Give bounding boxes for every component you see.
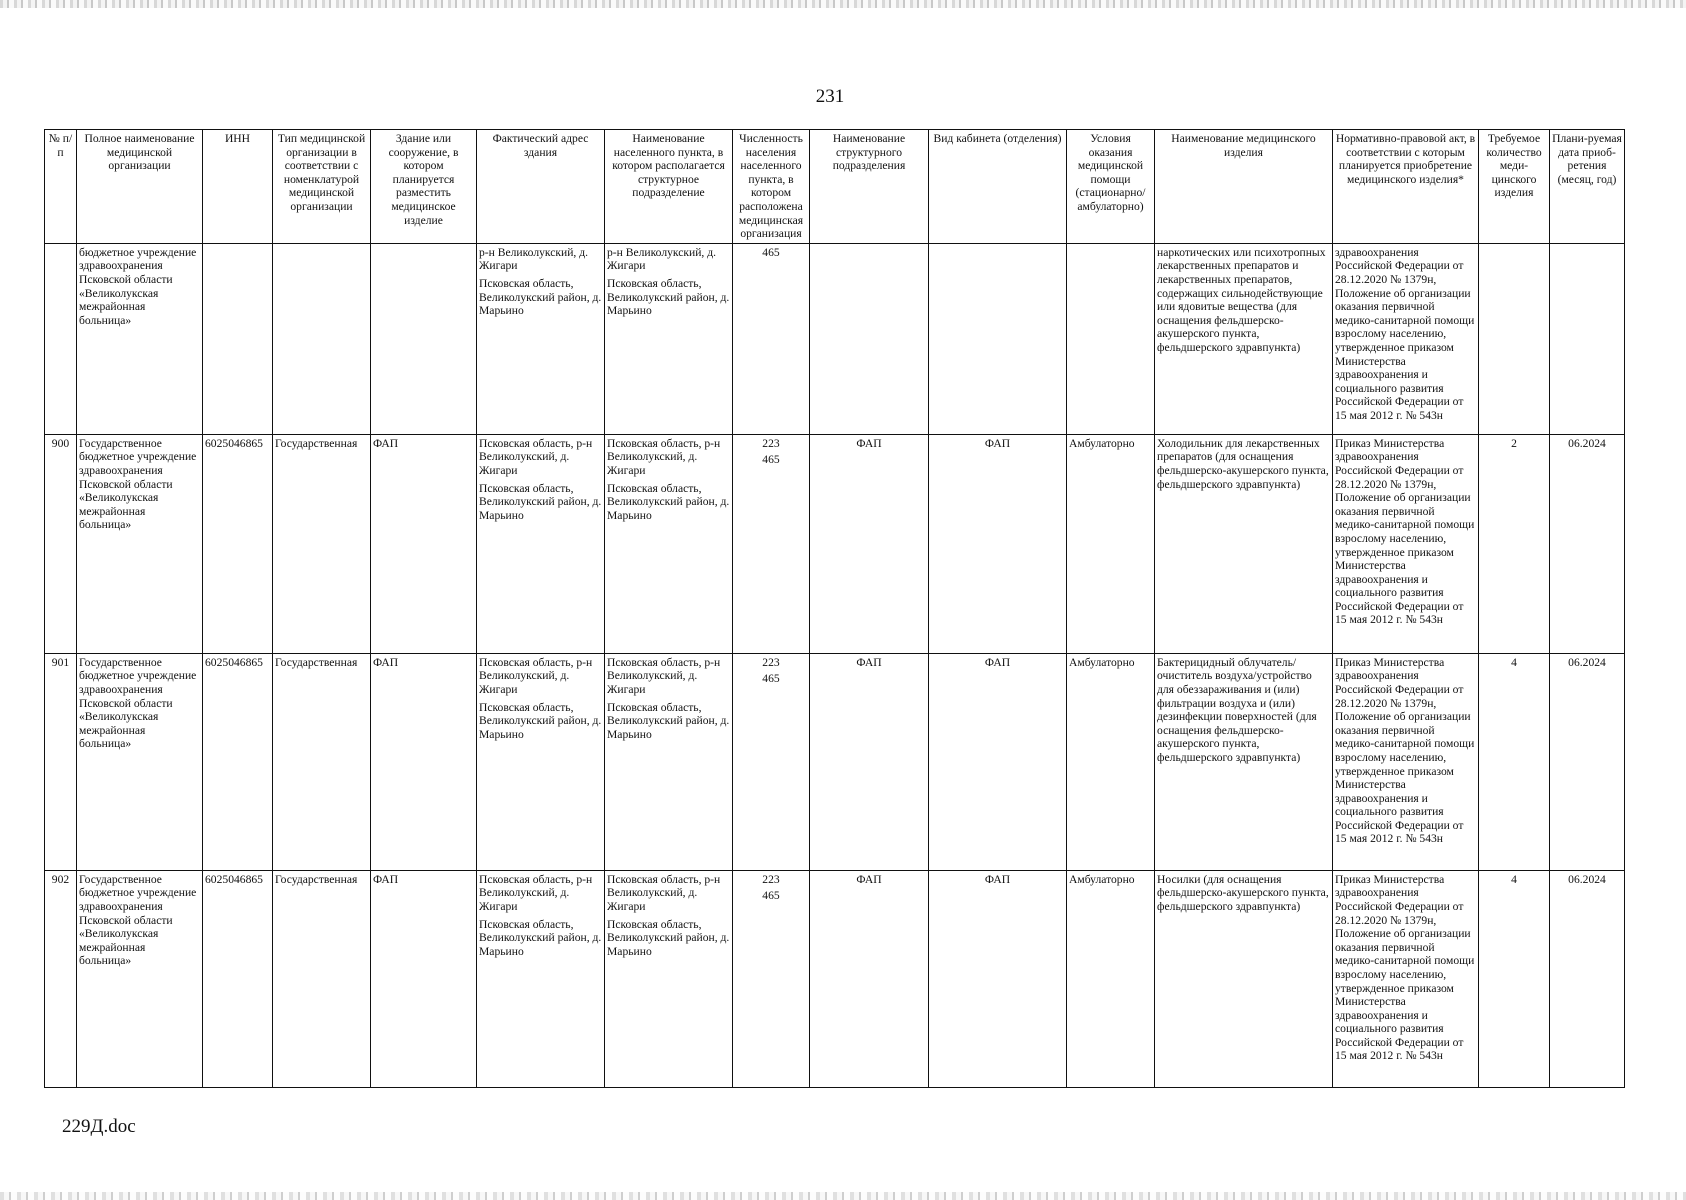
page-number: 231 <box>815 86 845 107</box>
cell-inn: 6025046865 <box>203 653 273 870</box>
address-line-1: р-н Великолукский, д. Жигари <box>479 245 589 273</box>
scan-edge-top <box>0 0 1686 8</box>
cell-num: 901 <box>45 653 77 870</box>
column-header-settlement: Наименование населенного пункта, в котором располагается структурное подразделение <box>605 130 733 244</box>
cell-conditions <box>1067 243 1155 434</box>
population-value: 465 <box>762 672 780 686</box>
population-value: 223 <box>762 436 780 450</box>
cell-type: Государственная <box>273 434 371 653</box>
column-header-act: Нормативно-правовой акт, в соответствии с которым планируется приобретение медицинского изделия* <box>1333 130 1479 244</box>
population-value: 223 <box>762 655 780 669</box>
population-value: 223 <box>762 872 780 886</box>
column-header-building: Здание или сооружение, в котором планируется разместить медицинское изделие <box>371 130 477 244</box>
cell-type: Государственная <box>273 653 371 870</box>
column-header-population: Численность населения населенного пункта, в котором расположена медицинская организация <box>733 130 810 244</box>
cell-population <box>733 243 810 434</box>
cell-date: 06.2024 <box>1550 870 1625 1087</box>
column-header-unit: Наименование структурного подразделения <box>810 130 929 244</box>
table-row <box>45 653 1625 870</box>
cell-date: 06.2024 <box>1550 653 1625 870</box>
cell-num: 900 <box>45 434 77 653</box>
cell-device: наркотических или психотропных лекарственных препаратов и лекарственных препаратов, содержащих сильнодействующие или ядовитые вещества (для оснащения фельдшерско-акушерского пункта, фельдшерского здравпункта) <box>1155 243 1333 434</box>
cell-unit: ФАП <box>810 653 929 870</box>
column-header-date: Плани-руемая дата приоб-ретения (месяц, год) <box>1550 130 1625 244</box>
cell-act: Приказ Министерства здравоохранения Российской Федерации от 28.12.2020 № 1379н, Положение об организации оказания первичной медико-санитарной помощи взрослому населению, утвержденное приказом Министерства здравоохранения и социального развития Российской Федерации от 15 мая 2012 г. № 543н <box>1333 653 1479 870</box>
table-row-continuation <box>45 243 1625 434</box>
cell-num <box>45 243 77 434</box>
column-header-inn: ИНН <box>203 130 273 244</box>
cell-org: Государственное бюджетное учреждение здравоохранения Псковской области «Великолукская межрайонная больница» <box>77 653 203 870</box>
address-line-2: Псковская область, Великолукский район, д. Марьино <box>479 917 602 958</box>
column-header-qty: Требуемое количество меди-цинского изделия <box>1479 130 1550 244</box>
cell-settlement <box>605 653 733 870</box>
cell-address <box>477 870 605 1087</box>
cell-inn: 6025046865 <box>203 870 273 1087</box>
column-header-device: Наименование медицинского изделия <box>1155 130 1333 244</box>
column-header-conditions: Условия оказания медицинской помощи (стационарно/ амбулаторно) <box>1067 130 1155 244</box>
address-line-1: Псковская область, р-н Великолукский, д. Жигари <box>479 655 593 696</box>
table-row <box>45 434 1625 653</box>
cell-unit <box>810 243 929 434</box>
column-header-type: Тип медицинской организации в соответствии с номенклатурой медицинской организации <box>273 130 371 244</box>
cell-device: Носилки (для оснащения фельдшерско-акушерского пункта, фельдшерского здравпункта) <box>1155 870 1333 1087</box>
cell-building: ФАП <box>371 434 477 653</box>
cell-conditions: Амбулаторно <box>1067 434 1155 653</box>
address-line-2: Псковская область, Великолукский район, д. Марьино <box>479 276 602 318</box>
cell-org: Государственное бюджетное учреждение здравоохранения Псковской области «Великолукская межрайонная больница» <box>77 870 203 1087</box>
cell-type: Государственная <box>273 870 371 1087</box>
cell-unit: ФАП <box>810 870 929 1087</box>
cell-device: Бактерицидный облучатель/очиститель воздуха/устройство для обеззараживания и (или) фильтрации воздуха и (или) дезинфекции поверхностей (для оснащения фельдшерско-акушерского пункта, фельдшерского здравпункта) <box>1155 653 1333 870</box>
population-value: 465 <box>762 453 780 467</box>
settlement-line-1: Псковская область, р-н Великолукский, д. Жигари <box>607 872 721 913</box>
cell-population <box>733 870 810 1087</box>
cell-settlement <box>605 243 733 434</box>
cell-address <box>477 653 605 870</box>
settlement-line-1: Псковская область, р-н Великолукский, д. Жигари <box>607 655 721 696</box>
cell-num: 902 <box>45 870 77 1087</box>
cell-inn: 6025046865 <box>203 434 273 653</box>
settlement-line-2: Псковская область, Великолукский район, д. Марьино <box>607 917 730 958</box>
cell-act: здравоохранения Российской Федерации от 28.12.2020 № 1379н, Положение об организации оказания первичной медико-санитарной помощи взрослому населению, утвержденное приказом Министерства здравоохранения и социального развития Российской Федерации от 15 мая 2012 г. № 543н <box>1333 243 1479 434</box>
table-row <box>45 870 1625 1087</box>
column-header-address: Фактический адрес здания <box>477 130 605 244</box>
cell-qty: 2 <box>1479 434 1550 653</box>
cell-org: Государственное бюджетное учреждение здравоохранения Псковской области «Великолукская межрайонная больница» <box>77 434 203 653</box>
cell-cabinet: ФАП <box>929 434 1067 653</box>
cell-device: Холодильник для лекарственных препаратов (для оснащения фельдшерско-акушерского пункта, фельдшерского здравпункта) <box>1155 434 1333 653</box>
cell-conditions: Амбулаторно <box>1067 870 1155 1087</box>
address-line-2: Псковская область, Великолукский район, д. Марьино <box>479 481 602 522</box>
cell-settlement <box>605 870 733 1087</box>
cell-population <box>733 653 810 870</box>
column-header-cabinet: Вид кабинета (отделения) <box>929 130 1067 244</box>
column-header-num: № п/п <box>45 130 77 244</box>
settlement-line-1: Псковская область, р-н Великолукский, д. Жигари <box>607 436 721 477</box>
scan-edge-bottom <box>0 1192 1686 1200</box>
settlement-line-1: р-н Великолукский, д. Жигари <box>607 245 717 273</box>
cell-cabinet: ФАП <box>929 870 1067 1087</box>
cell-act: Приказ Министерства здравоохранения Российской Федерации от 28.12.2020 № 1379н, Положение об организации оказания первичной медико-санитарной помощи взрослому населению, утвержденное приказом Министерства здравоохранения и социального развития Российской Федерации от 15 мая 2012 г. № 543н <box>1333 434 1479 653</box>
equipment-register-table <box>44 129 1625 1088</box>
population-value: 465 <box>762 245 780 259</box>
address-line-1: Псковская область, р-н Великолукский, д. Жигари <box>479 872 593 913</box>
cell-cabinet: ФАП <box>929 653 1067 870</box>
cell-qty: 4 <box>1479 870 1550 1087</box>
cell-conditions: Амбулаторно <box>1067 653 1155 870</box>
cell-cabinet <box>929 243 1067 434</box>
address-line-2: Псковская область, Великолукский район, д. Марьино <box>479 700 602 741</box>
cell-settlement <box>605 434 733 653</box>
cell-type <box>273 243 371 434</box>
cell-building <box>371 243 477 434</box>
cell-date <box>1550 243 1625 434</box>
cell-address <box>477 434 605 653</box>
cell-org: бюджетное учреждение здравоохранения Псковской области «Великолукская межрайонная больница» <box>77 243 203 434</box>
cell-building: ФАП <box>371 870 477 1087</box>
cell-date: 06.2024 <box>1550 434 1625 653</box>
table-header-row <box>45 130 1625 244</box>
settlement-line-2: Псковская область, Великолукский район, д. Марьино <box>607 276 730 318</box>
column-header-org: Полное наименование медицинской организации <box>77 130 203 244</box>
cell-building: ФАП <box>371 653 477 870</box>
cell-qty: 4 <box>1479 653 1550 870</box>
cell-population <box>733 434 810 653</box>
address-line-1: Псковская область, р-н Великолукский, д. Жигари <box>479 436 593 477</box>
settlement-line-2: Псковская область, Великолукский район, д. Марьино <box>607 700 730 741</box>
footer-file-name: 229Д.doc <box>62 1116 136 1137</box>
population-value: 465 <box>762 889 780 903</box>
cell-qty <box>1479 243 1550 434</box>
settlement-line-2: Псковская область, Великолукский район, д. Марьино <box>607 481 730 522</box>
cell-unit: ФАП <box>810 434 929 653</box>
cell-inn <box>203 243 273 434</box>
cell-act: Приказ Министерства здравоохранения Российской Федерации от 28.12.2020 № 1379н, Положение об организации оказания первичной медико-санитарной помощи взрослому населению, утвержденное приказом Министерства здравоохранения и социального развития Российской Федерации от 15 мая 2012 г. № 543н <box>1333 870 1479 1087</box>
cell-address <box>477 243 605 434</box>
